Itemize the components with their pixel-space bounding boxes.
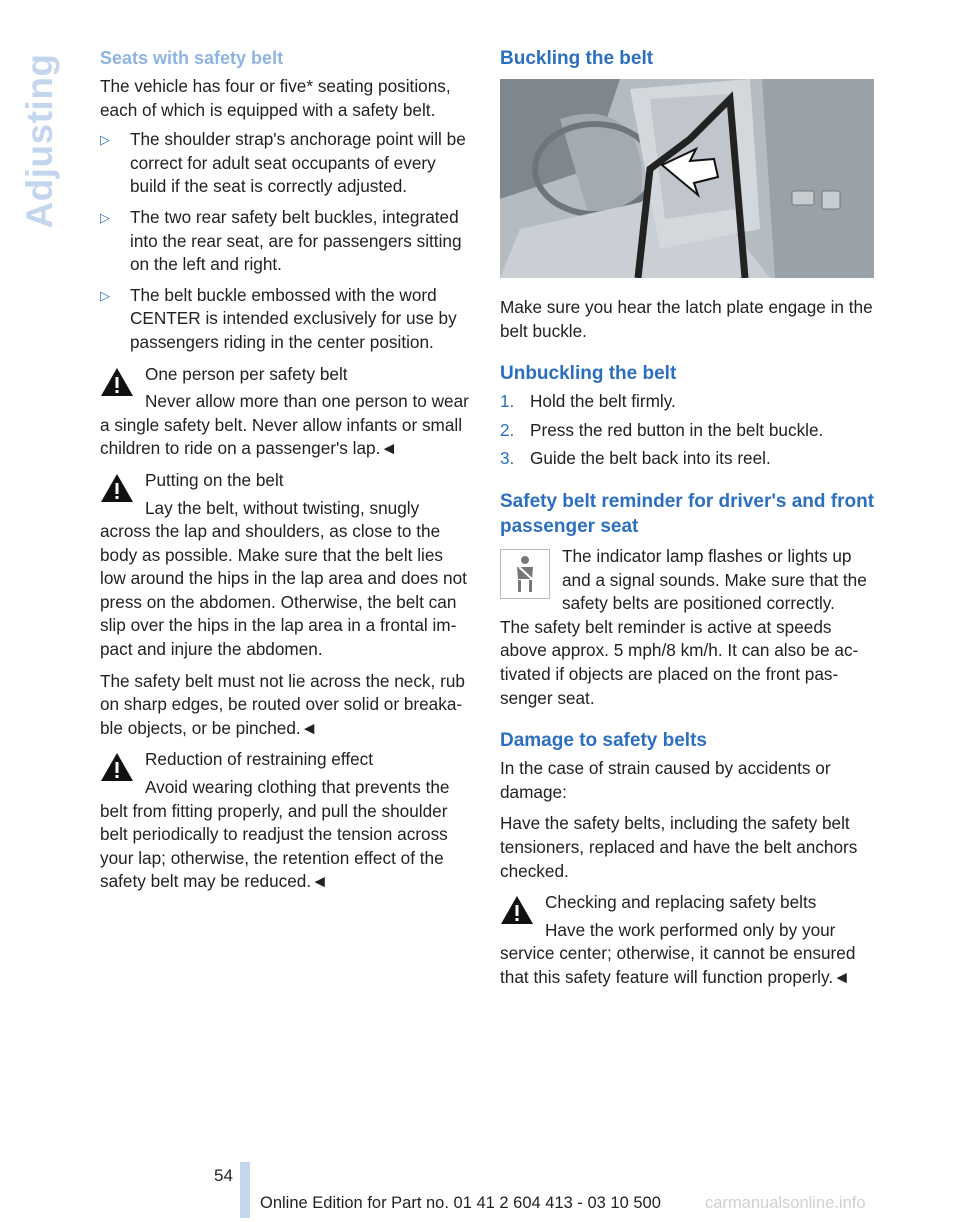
warning-body: Lay the belt, without twisting, snugly across the lap and shoulders, as close to the body as possible. Make sure that the belt lies low around the hips in the lap area and does not press on the abdomen. Otherwise, the belt can slip over the hips in the lap area in a frontal impact and injure the abdomen. bbox=[100, 497, 467, 660]
warning-title: One person per safety belt bbox=[145, 363, 348, 384]
seat-belt-photo bbox=[500, 79, 874, 278]
buckling-heading: Buckling the belt bbox=[500, 48, 654, 69]
warning-triangle-icon bbox=[500, 895, 534, 925]
seat-belt-warning-icon bbox=[510, 555, 540, 593]
watermark-text: carmanualsonline.info bbox=[705, 1194, 866, 1212]
seat-belt-illustration bbox=[500, 79, 874, 278]
seats-intro: The vehicle has four or five* seating positions, each of which is equipped with a safety belt. bbox=[100, 76, 451, 120]
warning-triangle-icon bbox=[100, 752, 134, 782]
warning-body: Have the work performed only by your service center; otherwise, it cannot be ensured that this safety feature will function properly.◄ bbox=[500, 919, 856, 987]
triangle-bullet-icon: ▷ bbox=[100, 287, 110, 303]
triangle-bullet-icon: ▷ bbox=[100, 209, 110, 225]
section-tab bbox=[20, 46, 60, 236]
triangle-bullet-icon: ▷ bbox=[100, 132, 110, 148]
buckling-text: Make sure you hear the latch plate engage in the belt buckle. bbox=[500, 297, 873, 341]
damage-text-2: Have the safety belts, including the safety belt tensioners, replaced and have the belt anchors checked. bbox=[500, 813, 858, 881]
seats-heading: Seats with safety belt bbox=[100, 48, 284, 68]
seat-bullet-list bbox=[100, 128, 470, 354]
list-item: 1. Hold the belt firmly. bbox=[500, 391, 676, 412]
seat-belt-indicator bbox=[500, 549, 550, 599]
damage-text-1: In the case of strain caused by accidents or damage: bbox=[500, 758, 831, 802]
warning-title: Putting on the belt bbox=[145, 469, 284, 490]
warning-body: Never allow more than one person to wear a single safety belt. Never allow infants or small children to ride on a passenger's lap.◄ bbox=[100, 391, 469, 459]
list-item: ▷ The belt buckle embossed with the word CENTER is intended exclusively for use by passengers riding in the center position. bbox=[100, 284, 457, 352]
unbuckling-heading: Unbuckling the belt bbox=[500, 363, 677, 385]
warning-box bbox=[100, 748, 470, 894]
online-edition-text: Online Edition for Part no. 01 41 2 604 413 - 03 10 500 bbox=[260, 1194, 661, 1212]
warning-box bbox=[100, 469, 470, 741]
list-item: 2. Press the red button in the belt buckle. bbox=[500, 419, 824, 440]
left-column bbox=[100, 46, 470, 894]
warning-triangle-icon bbox=[100, 367, 134, 397]
warning-box bbox=[500, 891, 875, 989]
warning-title: Checking and replacing safety belts bbox=[545, 892, 817, 913]
warning-title: Reduction of restraining effect bbox=[145, 749, 374, 770]
damage-heading: Damage to safety belts bbox=[500, 730, 707, 752]
reminder-heading: Safety belt reminder for driver's and front passenger seat bbox=[500, 490, 875, 537]
page-number: 54 bbox=[214, 1166, 233, 1185]
warning-body: Avoid wearing clothing that prevents the belt from fitting properly, and pull the shoulder belt periodically to readjust the tension across your lap; otherwise, the retention effect of the safety belt may be reduced.◄ bbox=[100, 777, 450, 892]
list-item: ▷ The shoulder strap's anchorage point will be correct for adult seat occupants of every build if the seat is correctly adjusted. bbox=[100, 129, 466, 197]
reminder-text: The safety belt reminder is active at speeds above approx. 5 mph/8 km/h. It can also be activated if objects are placed on the front passenger seat. bbox=[500, 616, 859, 708]
section-tab-label: Adjusting bbox=[19, 53, 60, 229]
reminder-indicator-text: The indicator lamp flashes or lights up and a signal sounds. Make sure that the safety belts are positioned correctly. bbox=[562, 545, 867, 614]
list-item: 3. Guide the belt back into its reel. bbox=[500, 448, 771, 469]
warning-extra: The safety belt must not lie across the neck, rub on sharp edges, be routed over solid or breakable objects, or be pinched.◄ bbox=[100, 670, 465, 738]
reminder-indicator-block bbox=[500, 545, 875, 616]
footer-accent-bar bbox=[240, 1162, 250, 1218]
list-item: ▷ The two rear safety belt buckles, integrated into the rear seat, are for passengers sitting on the left and right. bbox=[100, 206, 462, 275]
warning-triangle-icon bbox=[100, 473, 134, 503]
warning-box bbox=[100, 363, 470, 461]
unbuckling-steps bbox=[500, 390, 875, 471]
right-column bbox=[500, 46, 875, 989]
